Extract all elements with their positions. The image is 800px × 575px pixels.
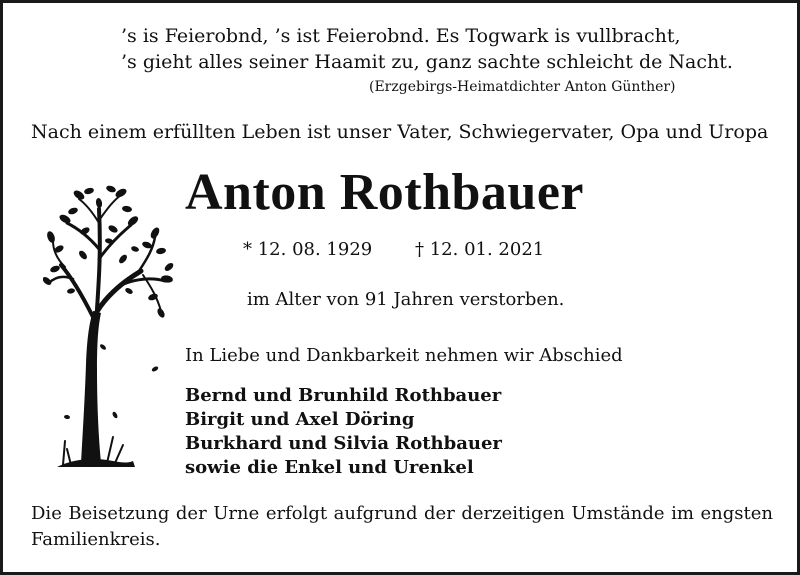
mourner-line: Bernd und Brunhild Rothbauer [185,385,502,406]
mourner-line: sowie die Enkel und Urenkel [185,457,474,478]
poem-attribution: (Erzgebirgs-Heimatdichter Anton Günther) [369,79,676,95]
intro-text: Nach einem erfüllten Leben ist unser Vater, Schwiegervater, Opa und Uropa [31,121,769,143]
tree-silhouette-icon [43,179,178,474]
death-date: † 12. 01. 2021 [415,239,545,260]
age-line: im Alter von 91 Jahren verstorben. [247,289,565,310]
mourner-line: Birgit und Axel Döring [185,409,415,430]
mourner-line: Burkhard und Silvia Rothbauer [185,433,502,454]
poem-line-1: ’s is Feierobnd, ’s ist Feierobnd. Es Togwark is vullbracht, [121,25,681,47]
poem-line-2: ’s gieht alles seiner Haamit zu, ganz sachte schleicht de Nacht. [121,51,733,73]
farewell-line: In Liebe und Dankbarkeit nehmen wir Abschied [185,345,623,366]
birth-date: * 12. 08. 1929 [243,239,373,260]
deceased-name: Anton Rothbauer [185,164,584,221]
funeral-notice: Die Beisetzung der Urne erfolgt aufgrund der derzeitigen Umstände im engsten Familienkreis. [31,503,773,550]
